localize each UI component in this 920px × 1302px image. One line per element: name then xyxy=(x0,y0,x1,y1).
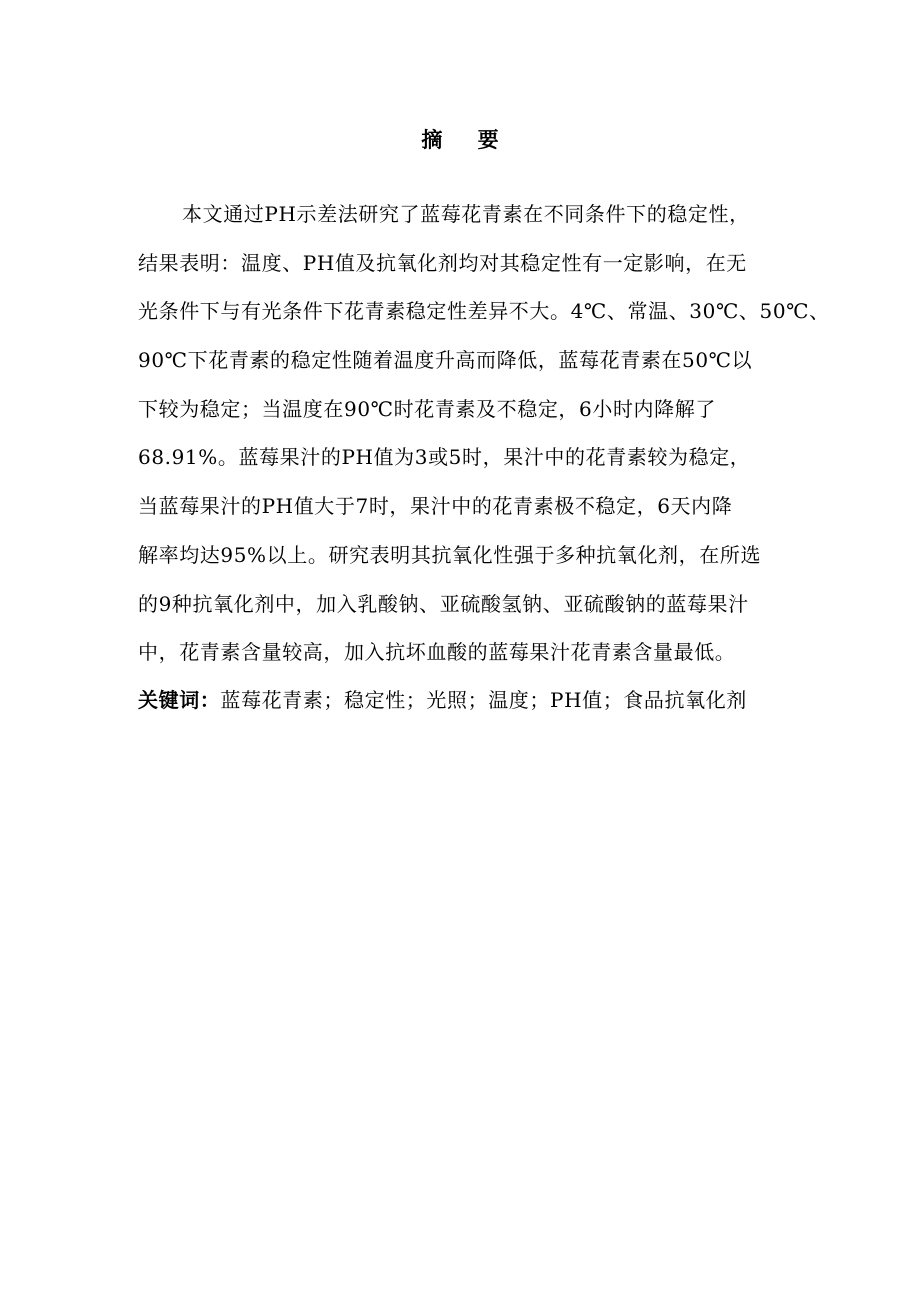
abstract-line: 光条件下与有光条件下花青素稳定性差异不大。4℃、常温、30℃、50℃、 xyxy=(138,299,830,324)
abstract-line: 结果表明：温度、PH值及抗氧化剂均对其稳定性有一定影响，在无 xyxy=(138,250,747,275)
abstract-line: 当蓝莓果汁的PH值大于7时，果汁中的花青素极不稳定，6天内降 xyxy=(138,494,733,519)
abstract-line: 90℃下花青素的稳定性随着温度升高而降低，蓝莓花青素在50℃以 xyxy=(138,348,753,373)
keywords-line xyxy=(138,684,818,716)
abstract-line: 本文通过PH示差法研究了蓝莓花青素在不同条件下的稳定性， xyxy=(182,202,750,226)
abstract-line: 68.91%。蓝莓果汁的PH值为3或5时，果汁中的花青素较为稳定， xyxy=(138,445,751,470)
abstract-title: 摘 要 xyxy=(421,127,513,152)
abstract-line: 中，花青素含量较高，加入抗坏血酸的蓝莓果汁花青素含量最低。 xyxy=(138,640,736,665)
abstract-line: 解率均达95%以上。研究表明其抗氧化性强于多种抗氧化剂，在所选 xyxy=(138,542,762,567)
abstract-body xyxy=(138,198,830,685)
abstract-line: 的9种抗氧化剂中，加入乳酸钠、亚硫酸氢钠、亚硫酸钠的蓝莓果汁 xyxy=(138,591,749,616)
keywords-label: 关键词： xyxy=(138,688,221,712)
abstract-line: 下较为稳定；当温度在90℃时花青素及不稳定，6小时内降解了 xyxy=(138,396,716,421)
keywords-text: 蓝莓花青素；稳定性；光照；温度；PH值；食品抗氧化剂 xyxy=(220,688,747,712)
